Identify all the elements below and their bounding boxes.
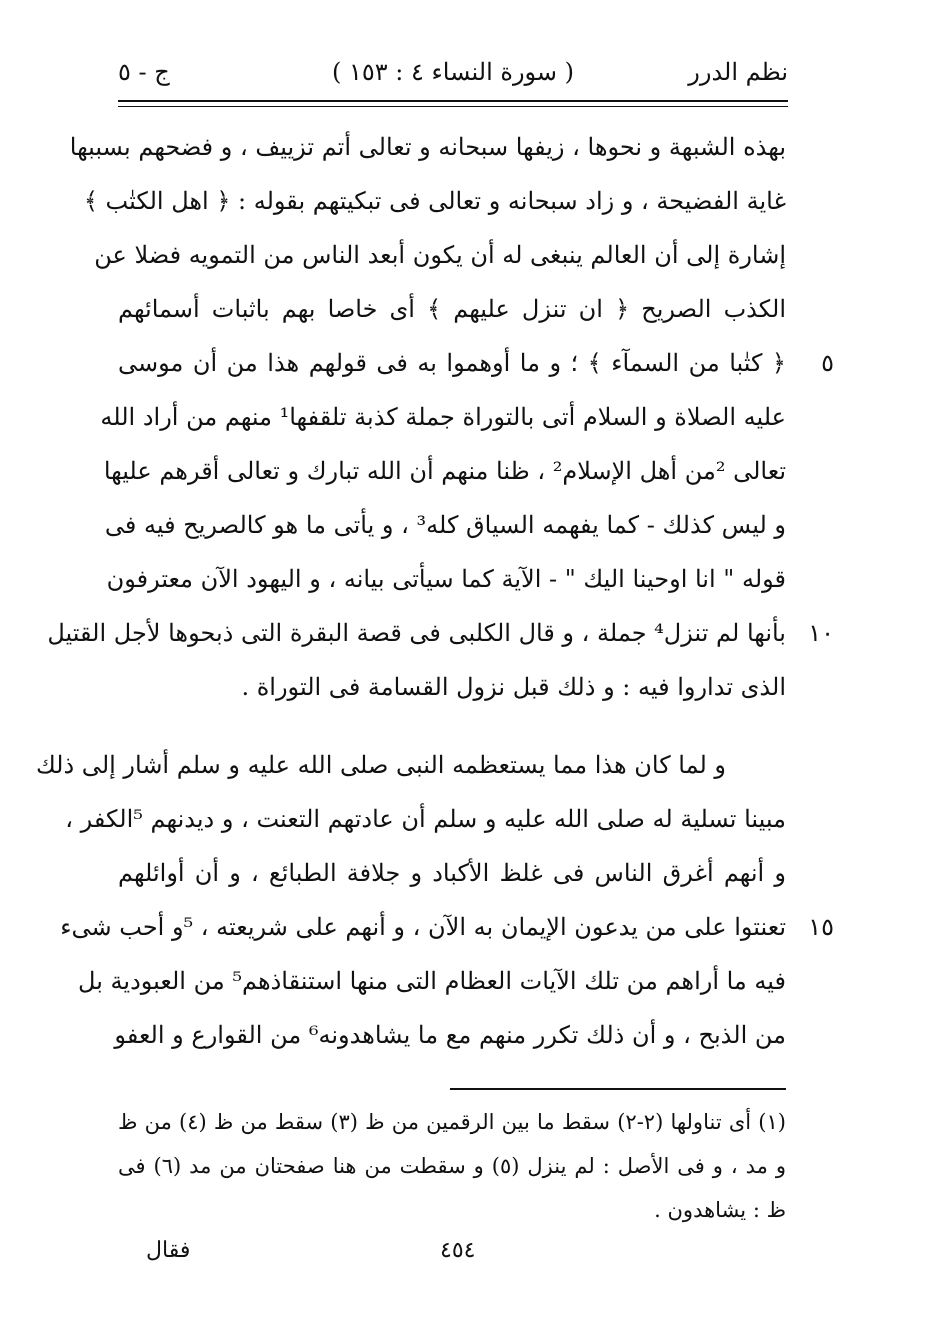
header-rule-thick xyxy=(118,100,788,102)
volume-label: ج - ٥ xyxy=(118,58,170,86)
header-rule-thin xyxy=(118,106,788,107)
running-header xyxy=(118,52,788,96)
text-line: عليه الصلاة و السلام أتى بالتوراة جملة كذبة تلقفها¹ منهم من أراد الله xyxy=(100,403,786,431)
line-number: ١٥ xyxy=(808,913,834,941)
paragraph-gap xyxy=(118,714,786,738)
text-line: الكذب الصريح ﴿ ان تنزل عليهم ﴾ أى خاصا بهم باثبات أسمائهم xyxy=(118,295,786,323)
main-text xyxy=(35,120,834,1062)
footnote-line: و مد ، و فى الأصل : لم ينزل (٥) و سقطت من هنا صفحتان من مد (٦) فى xyxy=(118,1154,786,1178)
catchword: فقال xyxy=(146,1238,191,1263)
text-line: ١٠ بأنها لم تنزل⁴ جملة ، و قال الكلبى فى قصة البقرة التى ذبحوها لأجل القتيل xyxy=(118,606,786,660)
surah-reference: ( سورة النساء ٤ : ١٥٣ ) xyxy=(331,58,575,86)
text-line: و ليس كذلك - كما يفهمه السياق كله³ ، و يأتى ما هو كالصريح فيه فى xyxy=(104,511,786,539)
text-line: ١٥ تعنتوا على من يدعون الإيمان به الآن ، و أنهم على شريعته ، ⁵و أحب شىء xyxy=(118,900,786,954)
footnotes xyxy=(118,1100,786,1232)
book-title: نظم الدرر xyxy=(688,58,788,86)
footnote-rule xyxy=(450,1088,786,1090)
text-line: مبينا تسلية له صلى الله عليه و سلم أن عادتهم التعنت ، و ديدنهم ⁵الكفر ، xyxy=(65,805,786,833)
text-line: غاية الفضيحة ، و زاد سبحانه و تعالى فى تبكيتهم بقوله : ﴿ اهل الكتٰب ﴾ xyxy=(83,187,786,215)
text-line: فيه ما أراهم من تلك الآيات العظام التى منها استنقاذهم⁵ من العبودية بل xyxy=(78,967,786,995)
footnote-line: (١) أى تناولها (٢-٢) سقط ما بين الرقمين من ظ (٣) سقط من ظ (٤) من ظ xyxy=(118,1110,786,1134)
text-line: إشارة إلى أن العالم ينبغى له أن يكون أبعد الناس من التمويه فضلا عن xyxy=(94,241,786,269)
text-line: و لما كان هذا مما يستعظمه النبى صلى الله عليه و سلم أشار إلى ذلك xyxy=(35,751,726,779)
page-number: ٤٥٤ xyxy=(440,1238,476,1263)
text-line: ٥ ﴿ كتٰبا من السمآء ﴾ ؛ و ما أوهموا به فى قولهم هذا من أن موسى xyxy=(118,336,786,390)
line-number: ١٠ xyxy=(808,619,834,647)
text-line: تعالى ²من أهل الإسلام² ، ظنا منهم أن الله تبارك و تعالى أقرهم عليها xyxy=(103,457,786,485)
text-line: و أنهم أغرق الناس فى غلظ الأكباد و جلافة الطبائع ، و أن أوائلهم xyxy=(118,859,786,887)
line-number: ٥ xyxy=(821,349,834,377)
text-line: من الذبح ، و أن ذلك تكرر منهم مع ما يشاهدونه⁶ من القوارع و العفو xyxy=(114,1021,786,1049)
footnote-line: ظ : يشاهدون . xyxy=(654,1198,786,1222)
text-line: بهذه الشبهة و نحوها ، زيفها سبحانه و تعالى أتم تزييف ، و فضحهم بسببها xyxy=(69,133,786,161)
text-line: الذى تداروا فيه : و ذلك قبل نزول القسامة فى التوراة . xyxy=(241,673,786,701)
text-line: قوله " انا اوحينا اليك " - الآية كما سيأتى بيانه ، و اليهود الآن معترفون xyxy=(106,565,786,593)
